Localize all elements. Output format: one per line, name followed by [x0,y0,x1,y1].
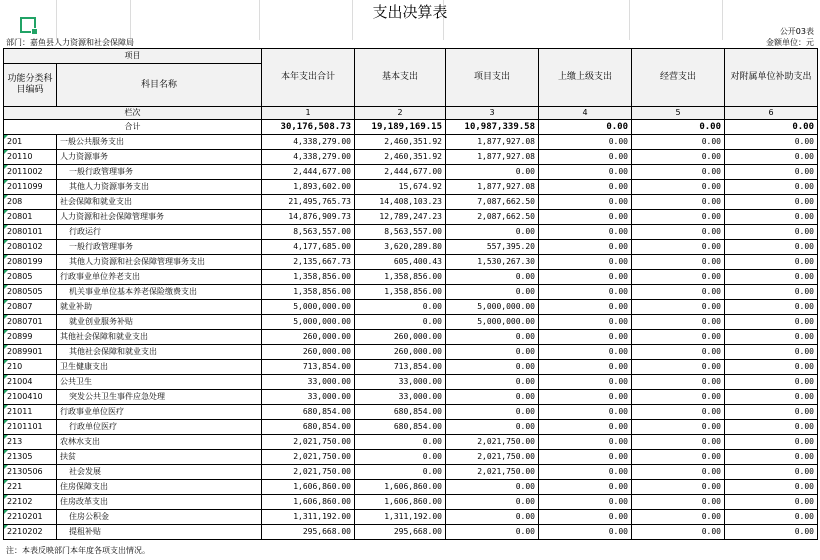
amount-cell[interactable]: 0.00 [725,315,818,330]
amount-cell[interactable]: 0.00 [725,330,818,345]
amount-cell[interactable]: 1,358,856.00 [355,270,446,285]
code-cell[interactable]: 20805 [4,270,57,285]
amount-cell[interactable]: 0.00 [446,285,539,300]
subject-cell[interactable]: 住房保障支出 [57,480,262,495]
table-row [4,165,818,180]
code-cell[interactable]: 20899 [4,330,57,345]
amount-cell[interactable]: 0.00 [355,300,446,315]
amount-cell[interactable]: 5,000,000.00 [262,300,355,315]
table-row [4,150,818,165]
amount-cell[interactable]: 0.00 [725,135,818,150]
table-row [4,180,818,195]
page-title: 支出决算表 [372,3,448,21]
subject-cell[interactable]: 社会发展 [57,465,262,480]
subject-cell[interactable]: 住房改革支出 [57,495,262,510]
amount-cell[interactable]: 0.00 [725,270,818,285]
table-row [4,360,818,375]
amount-cell[interactable]: 0.00 [632,165,725,180]
subject-name-header[interactable]: 科目名称 [57,64,262,107]
amount-cell[interactable]: 0.00 [725,510,818,525]
amount-cell[interactable]: 1,877,927.08 [446,135,539,150]
amount-cell[interactable]: 0.00 [355,465,446,480]
code-cell[interactable]: 20110 [4,150,57,165]
department-label: 部门：嘉鱼县人力资源和社会保障局 [6,38,134,47]
amount-cell[interactable]: 295,668.00 [262,525,355,540]
amount-cell[interactable]: 0.00 [355,435,446,450]
total-row [4,120,818,135]
code-cell[interactable]: 208 [4,195,57,210]
code-cell[interactable]: 2011099 [4,180,57,195]
code-cell[interactable]: 210 [4,360,57,375]
amount-cell[interactable]: 0.00 [632,300,725,315]
amount-cell[interactable]: 0.00 [725,525,818,540]
amount-cell[interactable]: 0.00 [539,195,632,210]
amount-cell[interactable]: 0.00 [446,390,539,405]
amount-cell[interactable]: 0.00 [539,510,632,525]
amount-cell[interactable]: 5,000,000.00 [446,300,539,315]
amount-cell[interactable]: 8,563,557.00 [262,225,355,240]
amount-cell[interactable]: 0.00 [539,285,632,300]
amount-cell[interactable]: 0.00 [725,405,818,420]
amount-cell[interactable]: 0.00 [539,330,632,345]
table-row [4,255,818,270]
total-value[interactable]: 19,189,169.15 [355,120,446,135]
amount-cell[interactable]: 1,358,856.00 [355,285,446,300]
subject-cell[interactable]: 一般行政管理事务 [57,165,262,180]
amount-cell[interactable]: 0.00 [632,435,725,450]
table-row [4,330,818,345]
amount-cell[interactable]: 0.00 [632,465,725,480]
table-row [4,240,818,255]
subject-cell[interactable]: 人力资源和社会保障管理事务 [57,210,262,225]
total-value[interactable]: 10,987,339.58 [446,120,539,135]
col-project-header[interactable]: 项目支出 [446,49,539,107]
subject-cell[interactable]: 一般公共服务支出 [57,135,262,150]
amount-cell[interactable]: 2,444,677.00 [262,165,355,180]
amount-cell[interactable]: 1,530,267.30 [446,255,539,270]
amount-cell[interactable]: 1,311,192.00 [262,510,355,525]
total-label[interactable]: 合计 [4,120,262,135]
subject-cell[interactable]: 其他社会保障和就业支出 [57,330,262,345]
amount-cell[interactable]: 0.00 [632,270,725,285]
amount-cell[interactable]: 260,000.00 [262,330,355,345]
amount-cell[interactable]: 1,877,927.08 [446,150,539,165]
code-cell[interactable]: 2080199 [4,255,57,270]
row-number-label[interactable]: 栏次 [4,107,262,120]
amount-cell[interactable]: 5,000,000.00 [446,315,539,330]
code-cell[interactable]: 20807 [4,300,57,315]
code-cell[interactable]: 201 [4,135,57,150]
amount-cell[interactable]: 680,854.00 [262,420,355,435]
col-subsidy-header[interactable]: 对附属单位补助支出 [725,49,818,107]
amount-cell[interactable]: 0.00 [632,315,725,330]
code-cell[interactable]: 21004 [4,375,57,390]
subject-cell[interactable]: 行政单位医疗 [57,420,262,435]
col-total-header[interactable]: 本年支出合计 [262,49,355,107]
amount-cell[interactable]: 0.00 [539,390,632,405]
amount-cell[interactable]: 2,460,351.92 [355,150,446,165]
amount-cell[interactable]: 2,087,662.50 [446,210,539,225]
amount-cell[interactable]: 2,444,677.00 [355,165,446,180]
amount-cell[interactable]: 0.00 [725,300,818,315]
amount-cell[interactable]: 2,460,351.92 [355,135,446,150]
amount-cell[interactable]: 0.00 [446,225,539,240]
code-cell[interactable]: 2100410 [4,390,57,405]
code-cell[interactable]: 2080701 [4,315,57,330]
col-upper-header[interactable]: 上缴上级支出 [539,49,632,107]
table-row [4,405,818,420]
amount-cell[interactable]: 14,408,103.23 [355,195,446,210]
table-row [4,435,818,450]
amount-cell[interactable]: 0.00 [539,495,632,510]
total-value[interactable]: 0.00 [632,120,725,135]
amount-cell[interactable]: 0.00 [632,285,725,300]
amount-cell[interactable]: 2,021,750.00 [446,435,539,450]
table-row [4,270,818,285]
amount-cell[interactable]: 0.00 [632,210,725,225]
amount-cell[interactable]: 605,400.43 [355,255,446,270]
amount-cell[interactable]: 0.00 [446,375,539,390]
table-row [4,300,818,315]
amount-cell[interactable]: 0.00 [632,225,725,240]
amount-cell[interactable]: 0.00 [446,345,539,360]
amount-cell[interactable]: 0.00 [539,135,632,150]
amount-cell[interactable]: 0.00 [725,450,818,465]
amount-cell[interactable]: 2,021,750.00 [446,465,539,480]
amount-cell[interactable]: 0.00 [725,465,818,480]
amount-cell[interactable]: 2,021,750.00 [262,465,355,480]
amount-cell[interactable]: 7,087,662.50 [446,195,539,210]
table-row [4,195,818,210]
amount-cell[interactable]: 0.00 [725,480,818,495]
amount-cell[interactable]: 0.00 [725,255,818,270]
amount-cell[interactable]: 0.00 [539,345,632,360]
amount-cell[interactable]: 0.00 [539,375,632,390]
amount-cell[interactable]: 3,620,289.80 [355,240,446,255]
amount-cell[interactable]: 0.00 [539,165,632,180]
amount-cell[interactable]: 0.00 [632,390,725,405]
amount-cell[interactable]: 0.00 [539,480,632,495]
amount-cell[interactable]: 0.00 [539,180,632,195]
amount-cell[interactable]: 0.00 [725,180,818,195]
code-cell[interactable]: 22102 [4,495,57,510]
amount-cell[interactable]: 0.00 [446,330,539,345]
code-cell[interactable]: 2210201 [4,510,57,525]
amount-cell[interactable]: 0.00 [539,465,632,480]
table-row [4,510,818,525]
amount-cell[interactable]: 680,854.00 [355,420,446,435]
subject-cell[interactable]: 住房公积金 [57,510,262,525]
amount-cell[interactable]: 0.00 [632,495,725,510]
amount-cell[interactable]: 0.00 [725,150,818,165]
subject-cell[interactable]: 其他人力资源事务支出 [57,180,262,195]
code-cell[interactable]: 2089901 [4,345,57,360]
amount-cell[interactable]: 0.00 [539,315,632,330]
amount-cell[interactable]: 15,674.92 [355,180,446,195]
amount-cell[interactable]: 0.00 [725,390,818,405]
subject-cell[interactable]: 其他人力资源和社会保障管理事务支出 [57,255,262,270]
amount-cell[interactable]: 0.00 [539,525,632,540]
amount-cell[interactable]: 1,311,192.00 [355,510,446,525]
amount-cell[interactable]: 0.00 [446,420,539,435]
amount-cell[interactable]: 0.00 [446,405,539,420]
amount-cell[interactable]: 260,000.00 [355,345,446,360]
amount-cell[interactable]: 0.00 [632,180,725,195]
subject-cell[interactable]: 行政运行 [57,225,262,240]
amount-cell[interactable]: 0.00 [539,240,632,255]
amount-cell[interactable]: 33,000.00 [262,375,355,390]
amount-cell[interactable]: 0.00 [725,375,818,390]
total-value[interactable]: 30,176,508.73 [262,120,355,135]
amount-cell[interactable]: 680,854.00 [262,405,355,420]
table-row [4,135,818,150]
code-cell[interactable]: 2080102 [4,240,57,255]
subject-cell[interactable]: 行政事业单位医疗 [57,405,262,420]
amount-cell[interactable]: 2,021,750.00 [446,450,539,465]
code-cell[interactable]: 21011 [4,405,57,420]
code-cell[interactable]: 213 [4,435,57,450]
table-row [4,285,818,300]
amount-cell[interactable]: 0.00 [725,360,818,375]
amount-cell[interactable]: 8,563,557.00 [355,225,446,240]
amount-cell[interactable]: 0.00 [632,330,725,345]
amount-cell[interactable]: 1,877,927.08 [446,180,539,195]
amount-cell[interactable]: 0.00 [725,195,818,210]
code-cell[interactable]: 20801 [4,210,57,225]
amount-cell[interactable]: 713,854.00 [262,360,355,375]
amount-cell[interactable]: 0.00 [725,225,818,240]
code-cell[interactable]: 221 [4,480,57,495]
table-row [4,420,818,435]
amount-cell[interactable]: 1,893,602.00 [262,180,355,195]
amount-cell[interactable]: 0.00 [632,240,725,255]
table-note: 注：本表反映部门本年度各项支出情况。 [6,546,150,555]
amount-cell[interactable]: 0.00 [725,435,818,450]
amount-cell[interactable]: 0.00 [632,255,725,270]
amount-cell[interactable]: 0.00 [632,345,725,360]
code-cell[interactable]: 2080101 [4,225,57,240]
amount-cell[interactable]: 0.00 [539,435,632,450]
func-code-header[interactable]: 功能分类科目编码 [4,64,57,107]
amount-cell[interactable]: 5,000,000.00 [262,315,355,330]
code-cell[interactable]: 21305 [4,450,57,465]
amount-cell[interactable]: 0.00 [725,285,818,300]
subject-cell[interactable]: 人力资源事务 [57,150,262,165]
amount-cell[interactable]: 0.00 [725,240,818,255]
amount-cell[interactable]: 0.00 [725,210,818,225]
amount-cell[interactable]: 295,668.00 [355,525,446,540]
subject-cell[interactable]: 其他社会保障和就业支出 [57,345,262,360]
form-number: 公开03表 [779,27,814,36]
amount-cell[interactable]: 0.00 [539,255,632,270]
table-row [4,225,818,240]
subject-cell[interactable]: 行政事业单位养老支出 [57,270,262,285]
amount-cell[interactable]: 0.00 [446,480,539,495]
amount-cell[interactable]: 0.00 [539,450,632,465]
expenditure-table [3,48,818,540]
subject-cell[interactable]: 社会保障和就业支出 [57,195,262,210]
subject-cell[interactable]: 突发公共卫生事件应急处理 [57,390,262,405]
amount-cell[interactable]: 0.00 [539,150,632,165]
amount-cell[interactable]: 0.00 [632,420,725,435]
amount-cell[interactable]: 0.00 [446,525,539,540]
subject-cell[interactable]: 一般行政管理事务 [57,240,262,255]
subject-cell[interactable]: 就业补助 [57,300,262,315]
amount-cell[interactable]: 260,000.00 [355,330,446,345]
amount-cell[interactable]: 0.00 [632,195,725,210]
amount-cell[interactable]: 0.00 [539,270,632,285]
amount-cell[interactable]: 0.00 [632,360,725,375]
amount-cell[interactable]: 0.00 [355,450,446,465]
amount-cell[interactable]: 0.00 [539,210,632,225]
code-cell[interactable]: 2101101 [4,420,57,435]
table-row [4,480,818,495]
amount-cell[interactable]: 2,135,667.73 [262,255,355,270]
amount-cell[interactable]: 1,358,856.00 [262,270,355,285]
amount-cell[interactable]: 33,000.00 [355,390,446,405]
col-number[interactable]: 4 [539,107,632,120]
amount-cell[interactable]: 2,021,750.00 [262,435,355,450]
col-number[interactable]: 6 [725,107,818,120]
amount-cell[interactable]: 0.00 [632,135,725,150]
amount-cell[interactable]: 0.00 [539,420,632,435]
table-row [4,375,818,390]
col-basic-header[interactable]: 基本支出 [355,49,446,107]
amount-cell[interactable]: 4,338,279.00 [262,135,355,150]
amount-cell[interactable]: 0.00 [632,450,725,465]
amount-cell[interactable]: 1,606,860.00 [262,480,355,495]
total-value[interactable]: 0.00 [539,120,632,135]
amount-cell[interactable]: 0.00 [725,165,818,180]
col-number[interactable]: 3 [446,107,539,120]
subject-cell[interactable]: 就业创业服务补贴 [57,315,262,330]
amount-unit-label: 金额单位：元 [766,38,814,47]
amount-cell[interactable]: 1,606,860.00 [355,480,446,495]
amount-cell[interactable]: 0.00 [539,360,632,375]
amount-cell[interactable]: 260,000.00 [262,345,355,360]
amount-cell[interactable]: 0.00 [446,270,539,285]
amount-cell[interactable]: 33,000.00 [355,375,446,390]
amount-cell[interactable]: 557,395.20 [446,240,539,255]
code-cell[interactable]: 2080505 [4,285,57,300]
amount-cell[interactable]: 2,021,750.00 [262,450,355,465]
amount-cell[interactable]: 1,358,856.00 [262,285,355,300]
subject-cell[interactable]: 扶贫 [57,450,262,465]
amount-cell[interactable]: 0.00 [632,480,725,495]
table-row [4,390,818,405]
amount-cell[interactable]: 0.00 [539,300,632,315]
total-value[interactable]: 0.00 [725,120,818,135]
table-row [4,495,818,510]
amount-cell[interactable]: 0.00 [725,495,818,510]
col-business-header[interactable]: 经营支出 [632,49,725,107]
amount-cell[interactable]: 0.00 [632,510,725,525]
amount-cell[interactable]: 0.00 [632,150,725,165]
amount-cell[interactable]: 0.00 [539,405,632,420]
amount-cell[interactable]: 0.00 [725,420,818,435]
amount-cell[interactable]: 0.00 [446,510,539,525]
subject-cell[interactable]: 提租补贴 [57,525,262,540]
amount-cell[interactable]: 0.00 [446,360,539,375]
table-row [4,210,818,225]
table-row [4,450,818,465]
table-row [4,315,818,330]
amount-cell[interactable]: 0.00 [725,345,818,360]
amount-cell[interactable]: 33,000.00 [262,390,355,405]
amount-cell[interactable]: 0.00 [355,315,446,330]
amount-cell[interactable]: 0.00 [446,495,539,510]
amount-cell[interactable]: 0.00 [632,525,725,540]
col-number[interactable]: 1 [262,107,355,120]
amount-cell[interactable]: 21,495,765.73 [262,195,355,210]
table-row [4,525,818,540]
amount-cell[interactable]: 14,876,909.73 [262,210,355,225]
col-number[interactable]: 2 [355,107,446,120]
amount-cell[interactable]: 0.00 [632,375,725,390]
amount-cell[interactable]: 1,606,860.00 [355,495,446,510]
amount-cell[interactable]: 713,854.00 [355,360,446,375]
amount-cell[interactable]: 1,606,860.00 [262,495,355,510]
amount-cell[interactable]: 0.00 [539,225,632,240]
amount-cell[interactable]: 680,854.00 [355,405,446,420]
amount-cell[interactable]: 0.00 [632,405,725,420]
code-cell[interactable]: 2130506 [4,465,57,480]
col-number[interactable]: 5 [632,107,725,120]
subject-cell[interactable]: 农林水支出 [57,435,262,450]
amount-cell[interactable]: 4,338,279.00 [262,150,355,165]
table-row [4,465,818,480]
subject-cell[interactable]: 机关事业单位基本养老保险缴费支出 [57,285,262,300]
subject-cell[interactable]: 公共卫生 [57,375,262,390]
amount-cell[interactable]: 0.00 [446,165,539,180]
code-cell[interactable]: 2210202 [4,525,57,540]
code-cell[interactable]: 2011002 [4,165,57,180]
subject-cell[interactable]: 卫生健康支出 [57,360,262,375]
project-header[interactable]: 项目 [4,49,262,64]
amount-cell[interactable]: 4,177,685.00 [262,240,355,255]
table-row [4,345,818,360]
amount-cell[interactable]: 12,789,247.23 [355,210,446,225]
